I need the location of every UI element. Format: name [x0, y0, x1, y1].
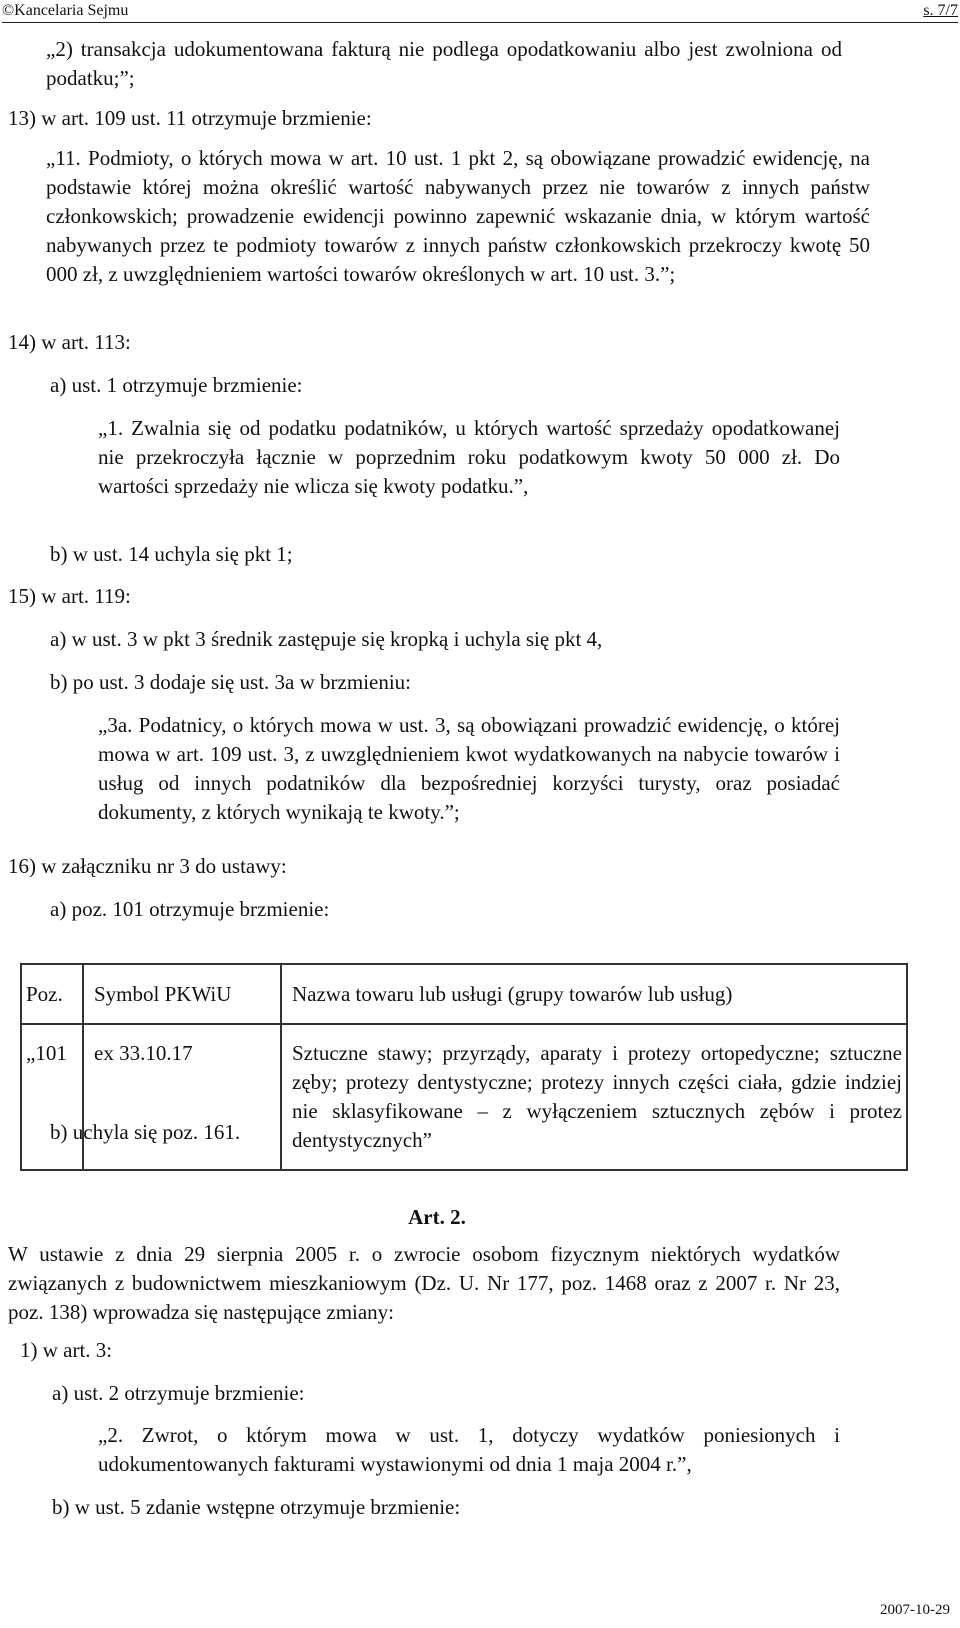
paragraph-item-15: 15) w art. 119: [8, 584, 131, 608]
paragraph-art119-ust3a: „3a. Podatnicy, o których mowa w ust. 3, są obowiązani prowadzić ewidencję, o której mowa w art. 109 ust. 3, z uwzględnieniem kwot wydatkowanych na nabycie towarów i usług od innych podatników dla bezpośredniej korzyści turysty, oraz posiadać dokumenty, z których wynikają te kwoty.”; [98, 713, 840, 824]
page-header [0, 0, 960, 22]
paragraph-item-13: 13) w art. 109 ust. 11 otrzymuje brzmienie: [8, 106, 372, 130]
paragraph-pkt2: „2) transakcja udokumentowana fakturą nie podlega opodatkowaniu albo jest zwolniona od podatku;”; [46, 37, 842, 90]
paragraph-item-1b: b) w ust. 5 zdanie wstępne otrzymuje brzmienie: [52, 1495, 461, 1519]
paragraph-art113-ust1: „1. Zwalnia się od podatku podatników, u których wartość sprzedaży opodatkowanej nie przekroczyła łącznie w poprzednim roku podatkowym kwoty 50 000 zł. Do wartości sprzedaży nie wlicza się kwoty podatku.”, [98, 416, 840, 498]
table-row [21, 1024, 907, 1170]
paragraph-item-1a: a) ust. 2 otrzymuje brzmienie: [52, 1381, 305, 1405]
paragraph-item-15a: a) w ust. 3 w pkt 3 średnik zastępuje się kropką i uchyla się pkt 4, [50, 627, 603, 651]
paragraph-item-1: 1) w art. 3: [20, 1338, 113, 1362]
paragraph-item-14b: b) w ust. 14 uchyla się pkt 1; [50, 542, 293, 566]
article-2-heading: Art. 2. [408, 1205, 466, 1229]
table-header-row [21, 964, 907, 1024]
table-cell-name: Sztuczne stawy; przyrządy, aparaty i protezy ortopedyczne; sztuczne zęby; protezy dentystyczne; protezy innych części ciała, gdzie indziej nie sklasyfikowane – z wyłączeniem sztucznych zębów i protez dentystycznych” [281, 1024, 907, 1170]
table-cell-symbol: ex 33.10.17 [83, 1024, 281, 1170]
paragraph-item-14a: a) ust. 1 otrzymuje brzmienie: [50, 373, 303, 397]
table-cell-poz: „101 [21, 1024, 83, 1170]
table-header-cell: Symbol PKWiU [83, 964, 281, 1024]
header-divider [2, 22, 958, 23]
footer-date: 2007-10-29 [880, 1602, 950, 1618]
paragraph-item-14: 14) w art. 113: [8, 330, 131, 354]
paragraph-item-16b: b) uchyla się poz. 161. [50, 1120, 241, 1144]
paragraph-item-15b: b) po ust. 3 dodaje się ust. 3a w brzmieniu: [50, 670, 412, 694]
paragraph-item-16: 16) w załączniku nr 3 do ustawy: [8, 854, 287, 878]
paragraph-art109-ust11: „11. Podmioty, o których mowa w art. 10 ust. 1 pkt 2, są obowiązane prowadzić ewidencję, na podstawie której można określić wartość nabywanych przez nie towarów z innych państw członkowskich; prowadzenie ewidencji powinno zapewnić wskazanie dnia, w którym wartość nabywanych przez te podmioty towarów z innych państw członkowskich przekroczy kwotę 50 000 zł, z uwzględnieniem wartości towarów określonych w art. 10 ust. 3.”; [46, 146, 870, 286]
paragraph-art3-ust2: „2. Zwrot, o którym mowa w ust. 1, dotyczy wydatków poniesionych i udokumentowanych fakturami wystawionymi od dnia 1 maja 2004 r.”, [98, 1423, 840, 1476]
paragraph-art2-intro: W ustawie z dnia 29 sierpnia 2005 r. o zwrocie osobom fizycznym niektórych wydatków związanych z budownictwem mieszkaniowym (Dz. U. Nr 177, poz. 1468 oraz z 2007 r. Nr 23, poz. 138) wprowadza się następujące zmiany: [8, 1242, 840, 1324]
header-page-number: s. 7/7 [923, 2, 958, 19]
table-header-cell: Poz. [21, 964, 83, 1024]
paragraph-item-16a: a) poz. 101 otrzymuje brzmienie: [50, 897, 330, 921]
header-source: ©Kancelaria Sejmu [2, 2, 129, 19]
table-header-cell: Nazwa towaru lub usługi (grupy towarów lub usług) [281, 964, 907, 1024]
